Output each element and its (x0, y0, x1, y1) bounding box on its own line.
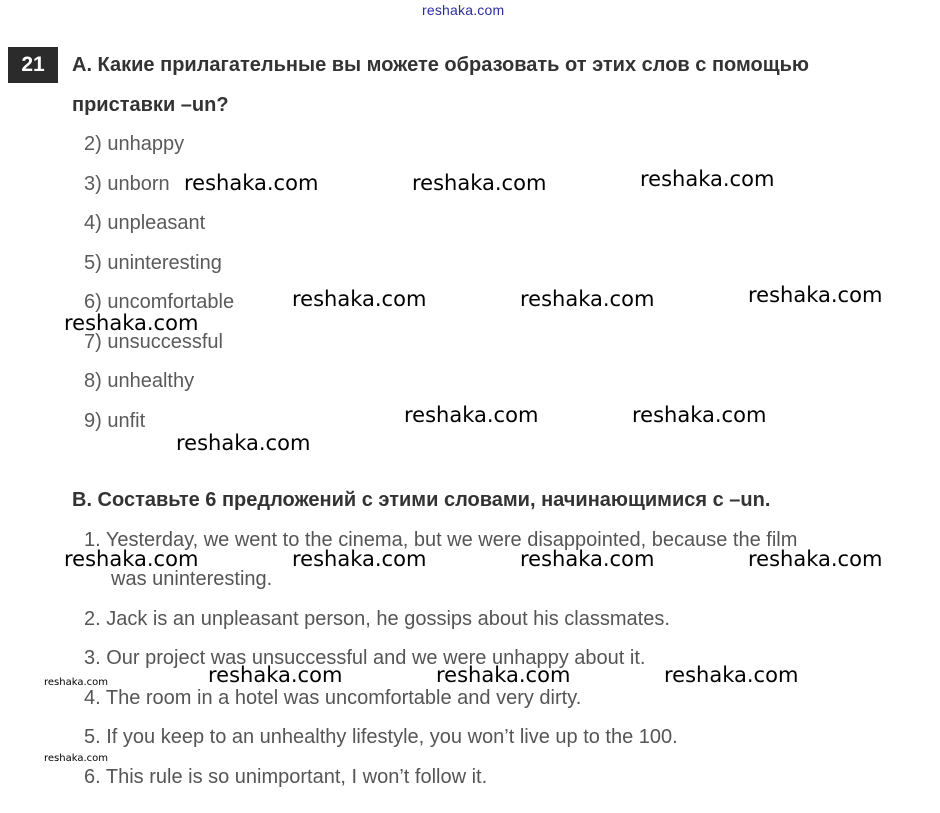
site-logo-text: reshaka.com (422, 2, 505, 18)
sentence-item: 6. This rule is so unimportant, I won’t follow it. (84, 766, 488, 788)
list-item: 5) uninteresting (84, 252, 222, 274)
watermark: reshaka.com (748, 547, 883, 571)
exercise-number-badge: 21 (8, 47, 58, 83)
watermark: reshaka.com (632, 403, 767, 427)
watermark: reshaka.com (748, 283, 883, 307)
sentence-item: 5. If you keep to an unhealthy lifestyle, you won’t live up to the 100. (84, 726, 678, 748)
sentence-item: 2. Jack is an unpleasant person, he gossips about his classmates. (84, 608, 670, 630)
watermark: reshaka.com (640, 167, 775, 191)
sentence-item: 1. Yesterday, we went to the cinema, but we were disappointed, because the film (84, 529, 798, 551)
sentence-item: 3. Our project was unsuccessful and we were unhappy about it. (84, 647, 646, 669)
part-a-title-line2: приставки –un? (72, 94, 229, 116)
sentence-item: 4. The room in a hotel was uncomfortable and very dirty. (84, 687, 582, 709)
watermark: reshaka.com (292, 547, 427, 571)
watermark: reshaka.com (404, 403, 539, 427)
watermark-small: reshaka.com (44, 677, 108, 688)
watermark: reshaka.com (436, 663, 571, 687)
list-item: 4) unpleasant (84, 212, 206, 234)
watermark: reshaka.com (520, 287, 655, 311)
watermark: reshaka.com (520, 547, 655, 571)
watermark: reshaka.com (184, 171, 319, 195)
watermark: reshaka.com (412, 171, 547, 195)
watermark: reshaka.com (64, 547, 199, 571)
list-item: 9) unfit (84, 410, 146, 432)
watermark: reshaka.com (176, 431, 311, 455)
list-item: 2) unhappy (84, 133, 185, 155)
sentence-item-continuation: was uninteresting. (111, 568, 273, 590)
watermark: reshaka.com (208, 663, 343, 687)
list-item: 3) unborn (84, 173, 170, 195)
list-item: 6) uncomfortable (84, 291, 235, 313)
part-b-title: B. Составьте 6 предложений с этими словами, начинающимися с –un. (72, 489, 771, 511)
watermark: reshaka.com (664, 663, 799, 687)
watermark: reshaka.com (292, 287, 427, 311)
watermark-small: reshaka.com (44, 753, 108, 764)
part-a-title-line1: A. Какие прилагательные вы можете образовать от этих слов с помощью (72, 54, 809, 76)
list-item: 8) unhealthy (84, 370, 195, 392)
list-item: 7) unsuccessful (84, 331, 223, 353)
watermark: reshaka.com (64, 311, 199, 335)
